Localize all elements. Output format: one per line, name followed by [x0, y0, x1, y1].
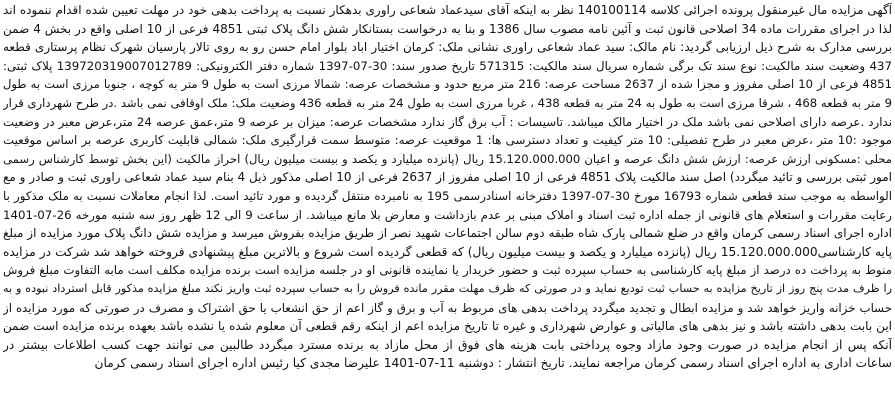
- notice-line-9: محلی :مسکونی ارزش عرصه: ارزش شش دانگ عرصه و اعیان 15.120.000.000 ریال (پانزده میلیارد و یکصد و بیست میلیون ریال) احراز مالکیت (این بخش توسط کارشناس رسمی: [3, 151, 892, 166]
- notice-line-1: آگهی مزایده مال غیرمنقول پرونده اجرائی کلاسه 140100114 نظر به اینکه آقای سیدعماد شعاعی راوری بدهکار نسبت به پرداخت بدهی خود در مهلت تعیین شده اقدام ننموده اند: [3, 3, 892, 17]
- notice-line-10: امور ثبتی بررسی و تائید میگردد) اصل سند مالکیت پلاک 4851 فرعی از 10 اصلی مفروز از 2637 فرعی از 10 اصلی مذکور ذیل 4 بنام سید عماد شعاعی راوری ثبت و صادر و مع: [3, 170, 892, 185]
- notice-line-7: ندارد .عرصه دارای اصلاحی نمی باشد ملک در اختیار مالک میباشد. تاسیسات : آب برق گاز ندارد مشخصات عرصه: میزان بر عرصه 9 متر،عمق عرصه 24 متر،عرض معبر در وضعیت: [3, 114, 892, 129]
- notice-line-5: 4851 فرعی از 10 اصلی مفروز و مجزا شده از 2637 مساحت عرصه: 216 متر مربع حدود و مشخصات عرصه: شمالا مرزی است به طول 9 متر به کوچه ، جنوبا مرزی است به طول: [3, 77, 892, 92]
- notice-line-19: آنکه پس از انجام مزایده در صورت وجود مازاد وجوه پرداختی بابت هزینه های فوق از محل مازاد به برنده مسترد میگردد طالبین می توانند جهت کسب اطلاعات بیشتر در: [3, 337, 892, 352]
- notice-line-20: ساعات اداری به اداره اجرای اسناد رسمی کرمان مراجعه نمایند. تاریخ انتشار : دوشنبه 11-07-1401 علیرضا مجدی کیا رئیس اداره اجرای اسناد رسمی کرمان: [94, 356, 892, 371]
- notice-line-2: لذا در اجرای مقررات ماده 34 اصلاحی قانون ثبت و آئین نامه مصوب سال 1386 و بنا به درخواست بستانکار شش دانگ پلاک ثبتی 4851 فرعی از 10 اصلی واقع در بخش 4 ضمن: [3, 21, 892, 36]
- notice-line-4: 437 وضعیت سند مالکیت: نوع سند تک برگی شماره سریال سند مالکیت: 571315 تاریخ صدور سند: 30-07-1397 شماره دفتر الکترونیکی: 139720319007012789 پلاک ثبتی:: [3, 58, 892, 73]
- notice-line-17: حساب خزانه واریز خواهد شد و مزایده ابطال و تجدید میگردد پرداخت بدهی های مربوط به آب و برق و گاز اعم از حق انشعاب یا حق اشتراک و مصرف در صورتی که مورد مزایده از: [3, 300, 892, 315]
- notice-line-11: الواسطه به موجب سند قطعی شماره 16793 مورخ 30-07-1397 دفترخانه اسنادرسمی 195 به نامبرده منتقل گردیده و مورد تائید است. لذا انجام معاملات نسبت به ملک مذکور با: [3, 188, 892, 203]
- notice-line-18: این بابت بدهی داشته باشد و نیز بدهی های مالیاتی و عوارض شهرداری و غیره تا تاریخ مزایده اعم از اینکه رقم قطعی آن معلوم شده یا نشده باشد بعهده برنده مزایده است ضمن: [3, 319, 892, 334]
- notice-line-13: اداره اجرای اسناد رسمی کرمان واقع در ضلع شمالی پارک شاه طبقه دوم سالن اجتماعات شهید نصر از طریق مزایده بفروش میرسد و مزایده شش دانگ پلاک مورد مزایده از مبلغ: [3, 226, 892, 241]
- notice-line-15: منوط به پرداخت ده درصد از مبلغ پایه کارشناسی به حساب سپرده ثبت و حضور خریدار یا نماینده قانونی او در جلسه مزایده است برنده مزایده مکلف است مابه التفاوت مبلغ فروش: [3, 263, 892, 278]
- notice-line-12: رعایت مقررات و استعلام های قانونی از جمله اداره ثبت اسناد و املاک مبنی بر عدم بازداشت و معارض بلا مانع میباشد. از ساعت 9 الی 12 ظهر روز سه شنبه مورخه 26-07-1401: [3, 207, 892, 222]
- notice-line-6: 9 متر به قطعه 468 ، شرقا مرزی است به طول به 24 متر به قطعه 438 ، غربا مرزی است به طول 24 متر به قطعه 436 وضعیت ملک: ملک اوقافی نمی باشد .در طرح شهرداری قرار: [3, 95, 892, 110]
- notice-line-3: بررسی مدارک به شرح ذیل ارزیابی گردید: نام مالک: سید عماد شعاعی راوری نشانی ملک: کرمان اختیار اباد بلوار امام حسن رو به روی تالار پارسیان شهرک نظام پرستاری قطعه: [3, 40, 892, 55]
- notice-line-16: را ظرف مدت پنج روز از تاریخ مزایده به حساب ثبت تودیع نماید و در صورتی که ظرف مهلت مقرر مانده فروش را به حساب سپرده ثبت واریز نکند مبلغ مزایده مذکور قابل استرداد نبوده و به: [3, 281, 892, 295]
- notice-line-8: موجود :10 متر ،عرض معبر در طرح تفصیلی: 10 متر کیفیت و تعداد دسترسی ها: 1 موقعیت عرصه: متوسط سمت قرارگیری ملک: شمالی قابلیت کاربری عرصه بر اساس موقعیت: [3, 133, 892, 148]
- notice-line-14: پایه کارشناسی15.120.000.000 ریال (پانزده میلیارد و یکصد و بیست میلیون ریال) که قطعی گردیده است شروع و بالاترین مبلغ پیشنهادی فروخته خواهد شد شرکت در مزایده: [3, 244, 892, 259]
